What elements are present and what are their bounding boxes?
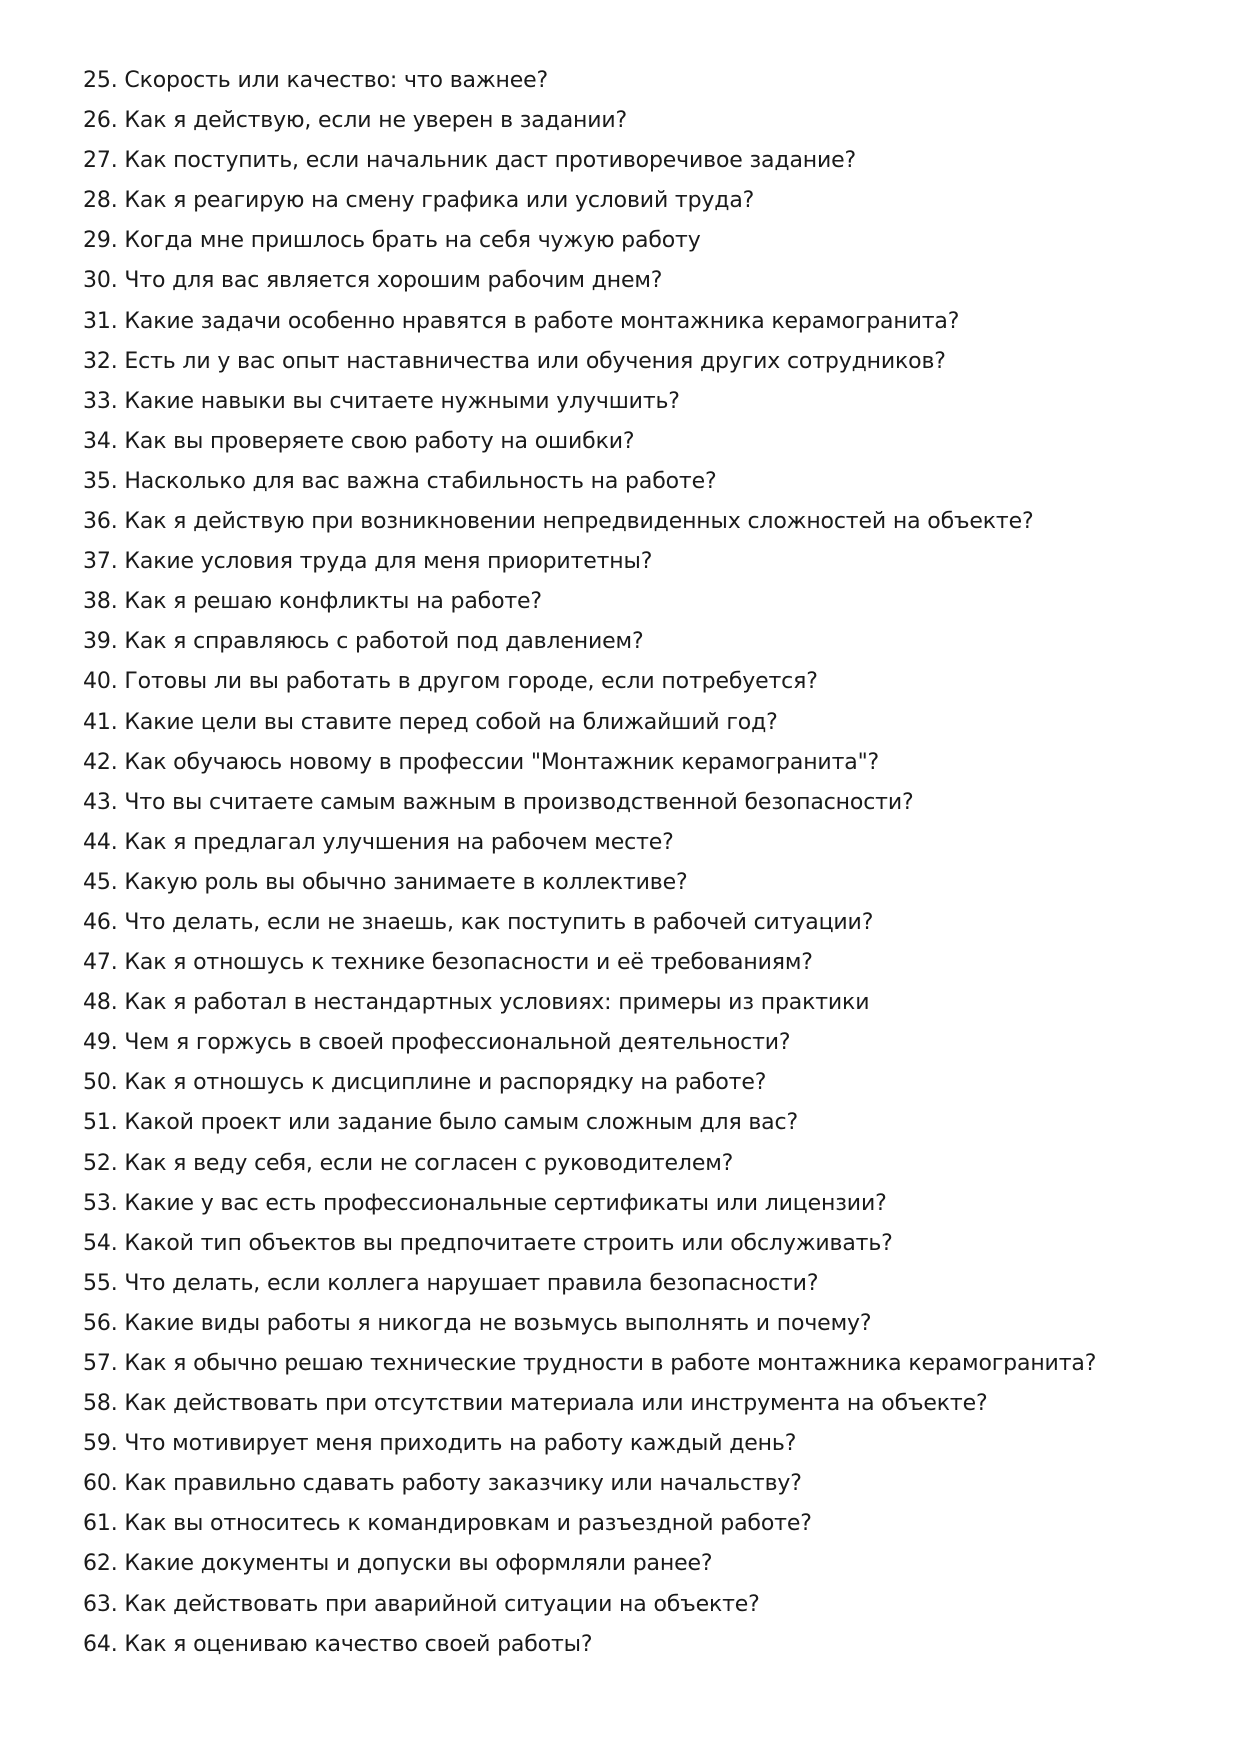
question-number: 29.	[83, 228, 118, 254]
question-text: Какой проект или задание было самым сложным для вас?	[124, 1110, 798, 1136]
question-number: 40.	[83, 669, 118, 695]
question-text: Как действовать при отсутствии материала или инструмента на объекте?	[124, 1391, 988, 1417]
question-text: Как я веду себя, если не согласен с руководителем?	[124, 1150, 734, 1176]
question-number: 54.	[83, 1230, 118, 1256]
question-item	[83, 983, 1096, 1023]
question-item	[83, 1184, 1096, 1224]
question-text: Как я справляюсь с работой под давлением?	[124, 629, 644, 655]
question-number: 56.	[83, 1310, 118, 1336]
question-text: Как я решаю конфликты на работе?	[124, 589, 542, 615]
question-number: 59.	[83, 1431, 118, 1457]
question-item	[83, 823, 1096, 863]
question-item	[83, 542, 1096, 582]
question-text: Есть ли у вас опыт наставничества или обучения других сотрудников?	[124, 348, 946, 374]
question-number: 34.	[83, 428, 118, 454]
question-number: 49.	[83, 1030, 118, 1056]
question-text: Как я отношусь к дисциплине и распорядку на работе?	[124, 1070, 767, 1096]
question-text: Как я отношусь к технике безопасности и её требованиям?	[124, 950, 813, 976]
question-item	[83, 783, 1096, 823]
question-number: 31.	[83, 308, 118, 334]
question-item	[83, 261, 1096, 301]
question-text: Как я работал в нестандартных условиях: примеры из практики	[124, 990, 870, 1016]
question-item	[83, 903, 1096, 943]
question-item	[83, 61, 1096, 101]
question-number: 53.	[83, 1190, 118, 1216]
question-item	[83, 181, 1096, 221]
question-item	[83, 101, 1096, 141]
question-item	[83, 662, 1096, 702]
question-number: 27.	[83, 148, 118, 174]
question-number: 57.	[83, 1351, 118, 1376]
question-number: 62.	[83, 1551, 118, 1577]
question-number: 48.	[83, 990, 118, 1016]
question-item	[83, 221, 1096, 261]
question-item	[83, 502, 1096, 542]
question-item	[83, 743, 1096, 783]
question-item	[83, 141, 1096, 181]
question-text: Как я действую при возникновении непредвиденных сложностей на объекте?	[124, 509, 1034, 535]
question-number: 64.	[83, 1631, 118, 1657]
question-text: Скорость или качество: что важнее?	[124, 68, 549, 93]
question-item	[83, 1464, 1096, 1504]
question-item	[83, 1264, 1096, 1304]
question-text: Как вы проверяете свою работу на ошибки?	[124, 428, 635, 454]
question-number: 46.	[83, 909, 118, 935]
question-item	[83, 622, 1096, 662]
question-text: Что вы считаете самым важным в производственной безопасности?	[124, 789, 914, 815]
question-item	[83, 302, 1096, 342]
question-text: Что мотивирует меня приходить на работу каждый день?	[124, 1431, 797, 1457]
question-number: 37.	[83, 549, 118, 575]
question-item	[83, 943, 1096, 983]
question-text: Какую роль вы обычно занимаете в коллективе?	[124, 869, 688, 895]
question-item	[83, 422, 1096, 462]
question-text: Чем я горжусь в своей профессиональной деятельности?	[124, 1030, 791, 1056]
question-text: Что делать, если коллега нарушает правила безопасности?	[124, 1270, 819, 1296]
question-number: 28.	[83, 188, 118, 214]
question-text: Какие задачи особенно нравятся в работе монтажника керамогранита?	[124, 308, 960, 334]
question-item	[83, 1544, 1096, 1584]
question-text: Как я действую, если не уверен в задании?	[124, 108, 628, 134]
question-number: 63.	[83, 1591, 118, 1617]
question-number: 60.	[83, 1471, 118, 1497]
question-text: Какой тип объектов вы предпочитаете строить или обслуживать?	[124, 1230, 893, 1256]
question-number: 25.	[83, 68, 118, 93]
question-item	[83, 1063, 1096, 1103]
question-text: Как правильно сдавать работу заказчику или начальству?	[124, 1471, 802, 1497]
question-item	[83, 582, 1096, 622]
question-text: Когда мне пришлось брать на себя чужую работу	[124, 228, 701, 254]
question-number: 50.	[83, 1070, 118, 1096]
question-item	[83, 1384, 1096, 1424]
question-text: Как обучаюсь новому в профессии "Монтажник керамогранита"?	[124, 749, 880, 775]
question-number: 52.	[83, 1150, 118, 1176]
question-item	[83, 1144, 1096, 1184]
question-number: 30.	[83, 268, 118, 294]
question-number: 44.	[83, 829, 118, 855]
question-number: 42.	[83, 749, 118, 775]
question-text: Какие цели вы ставите перед собой на ближайший год?	[124, 709, 778, 735]
question-item	[83, 703, 1096, 743]
question-text: Какие условия труда для меня приоритетны?	[124, 549, 653, 575]
question-text: Как я реагирую на смену графика или условий труда?	[124, 188, 755, 214]
question-number: 55.	[83, 1270, 118, 1296]
question-number: 38.	[83, 589, 118, 615]
question-number: 36.	[83, 509, 118, 535]
question-text: Что делать, если не знаешь, как поступить в рабочей ситуации?	[124, 909, 874, 935]
question-item	[83, 1625, 1096, 1665]
question-number: 32.	[83, 348, 118, 374]
question-text: Как вы относитесь к командировкам и разъездной работе?	[124, 1511, 812, 1537]
question-item	[83, 1344, 1096, 1384]
question-text: Какие навыки вы считаете нужными улучшить?	[124, 388, 680, 414]
question-item	[83, 1304, 1096, 1344]
question-text: Какие документы и допуски вы оформляли ранее?	[124, 1551, 713, 1577]
question-text: Как действовать при аварийной ситуации на объекте?	[124, 1591, 760, 1617]
question-item	[83, 462, 1096, 502]
question-item	[83, 1585, 1096, 1625]
question-item	[83, 863, 1096, 903]
question-item	[83, 1224, 1096, 1264]
question-number: 33.	[83, 388, 118, 414]
question-text: Что для вас является хорошим рабочим днем?	[124, 268, 663, 294]
question-item	[83, 1103, 1096, 1143]
question-number: 41.	[83, 709, 118, 735]
question-item	[83, 382, 1096, 422]
question-text: Как я обычно решаю технические трудности в работе монтажника керамогранита?	[124, 1351, 1097, 1376]
question-number: 39.	[83, 629, 118, 655]
question-text: Как я предлагал улучшения на рабочем месте?	[124, 829, 674, 855]
question-number: 47.	[83, 950, 118, 976]
question-number: 43.	[83, 789, 118, 815]
question-text: Как поступить, если начальник даст противоречивое задание?	[124, 148, 857, 174]
question-text: Какие виды работы я никогда не возьмусь выполнять и почему?	[124, 1310, 872, 1336]
question-item	[83, 342, 1096, 382]
question-number: 45.	[83, 869, 118, 895]
question-number: 51.	[83, 1110, 118, 1136]
question-text: Какие у вас есть профессиональные сертификаты или лицензии?	[124, 1190, 887, 1216]
question-number: 26.	[83, 108, 118, 134]
question-number: 58.	[83, 1391, 118, 1417]
question-list	[83, 61, 1096, 1665]
question-text: Готовы ли вы работать в другом городе, если потребуется?	[124, 669, 818, 695]
question-item	[83, 1424, 1096, 1464]
question-text: Насколько для вас важна стабильность на работе?	[124, 468, 717, 494]
question-item	[83, 1504, 1096, 1544]
question-item	[83, 1023, 1096, 1063]
question-number: 61.	[83, 1511, 118, 1537]
question-number: 35.	[83, 468, 118, 494]
question-text: Как я оцениваю качество своей работы?	[124, 1631, 593, 1657]
